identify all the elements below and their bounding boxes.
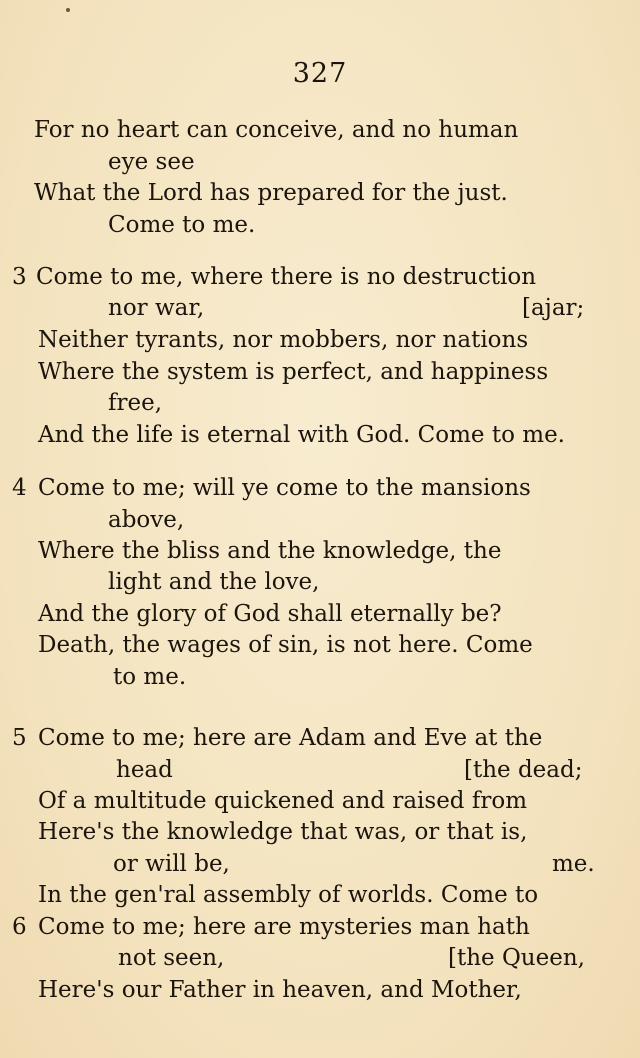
verse-line: head	[116, 757, 173, 783]
printer-mark	[66, 8, 70, 12]
verse-line: Come to me; here are Adam and Eve at the	[38, 725, 543, 751]
stanza-number: 4	[12, 475, 27, 501]
stanza-number: 6	[12, 914, 27, 940]
verse-line: nor war,	[108, 295, 205, 321]
verse-line: free,	[108, 390, 163, 416]
verse-line: Here's our Father in heaven, and Mother,	[38, 977, 522, 1003]
verse-line: not seen,	[118, 945, 225, 971]
verse-line: Come to me; will ye come to the mansions	[38, 475, 531, 501]
verse-line: Here's the knowledge that was, or that is,	[38, 819, 528, 845]
verse-line: Where the bliss and the knowledge, the	[38, 538, 502, 564]
verse-line: Of a multitude quickened and raised from	[38, 788, 527, 814]
verse-line: Death, the wages of sin, is not here. Come	[38, 632, 533, 658]
verse-fragment: [ajar;	[522, 295, 585, 321]
stanza-number: 3	[12, 264, 27, 290]
stanza-number: 5	[12, 725, 27, 751]
verse-line: And the glory of God shall eternally be?	[38, 601, 502, 627]
verse-fragment: [the dead;	[464, 757, 583, 783]
verse-line: eye see	[108, 149, 195, 175]
verse-line: Neither tyrants, nor mobbers, nor nations	[38, 327, 529, 353]
verse-fragment: [the Queen,	[448, 945, 585, 971]
verse-line: to me.	[113, 664, 187, 690]
verse-line: For no heart can conceive, and no human	[34, 117, 519, 143]
verse-line: What the Lord has prepared for the just.	[34, 180, 508, 206]
verse-line: In the gen'ral assembly of worlds. Come to	[38, 882, 539, 908]
verse-line: Come to me.	[108, 212, 256, 238]
verse-line: Come to me, where there is no destruction	[36, 264, 537, 290]
verse-line: light and the love,	[108, 569, 320, 595]
verse-line: or will be,	[113, 851, 230, 877]
verse-line: Come to me; here are mysteries man hath	[38, 914, 530, 940]
verse-line: Where the system is perfect, and happiness	[38, 359, 549, 385]
verse-line: And the life is eternal with God. Come to me.	[38, 422, 565, 448]
page-number: 327	[292, 58, 348, 89]
verse-fragment: me.	[552, 851, 595, 877]
verse-line: above,	[108, 507, 185, 533]
